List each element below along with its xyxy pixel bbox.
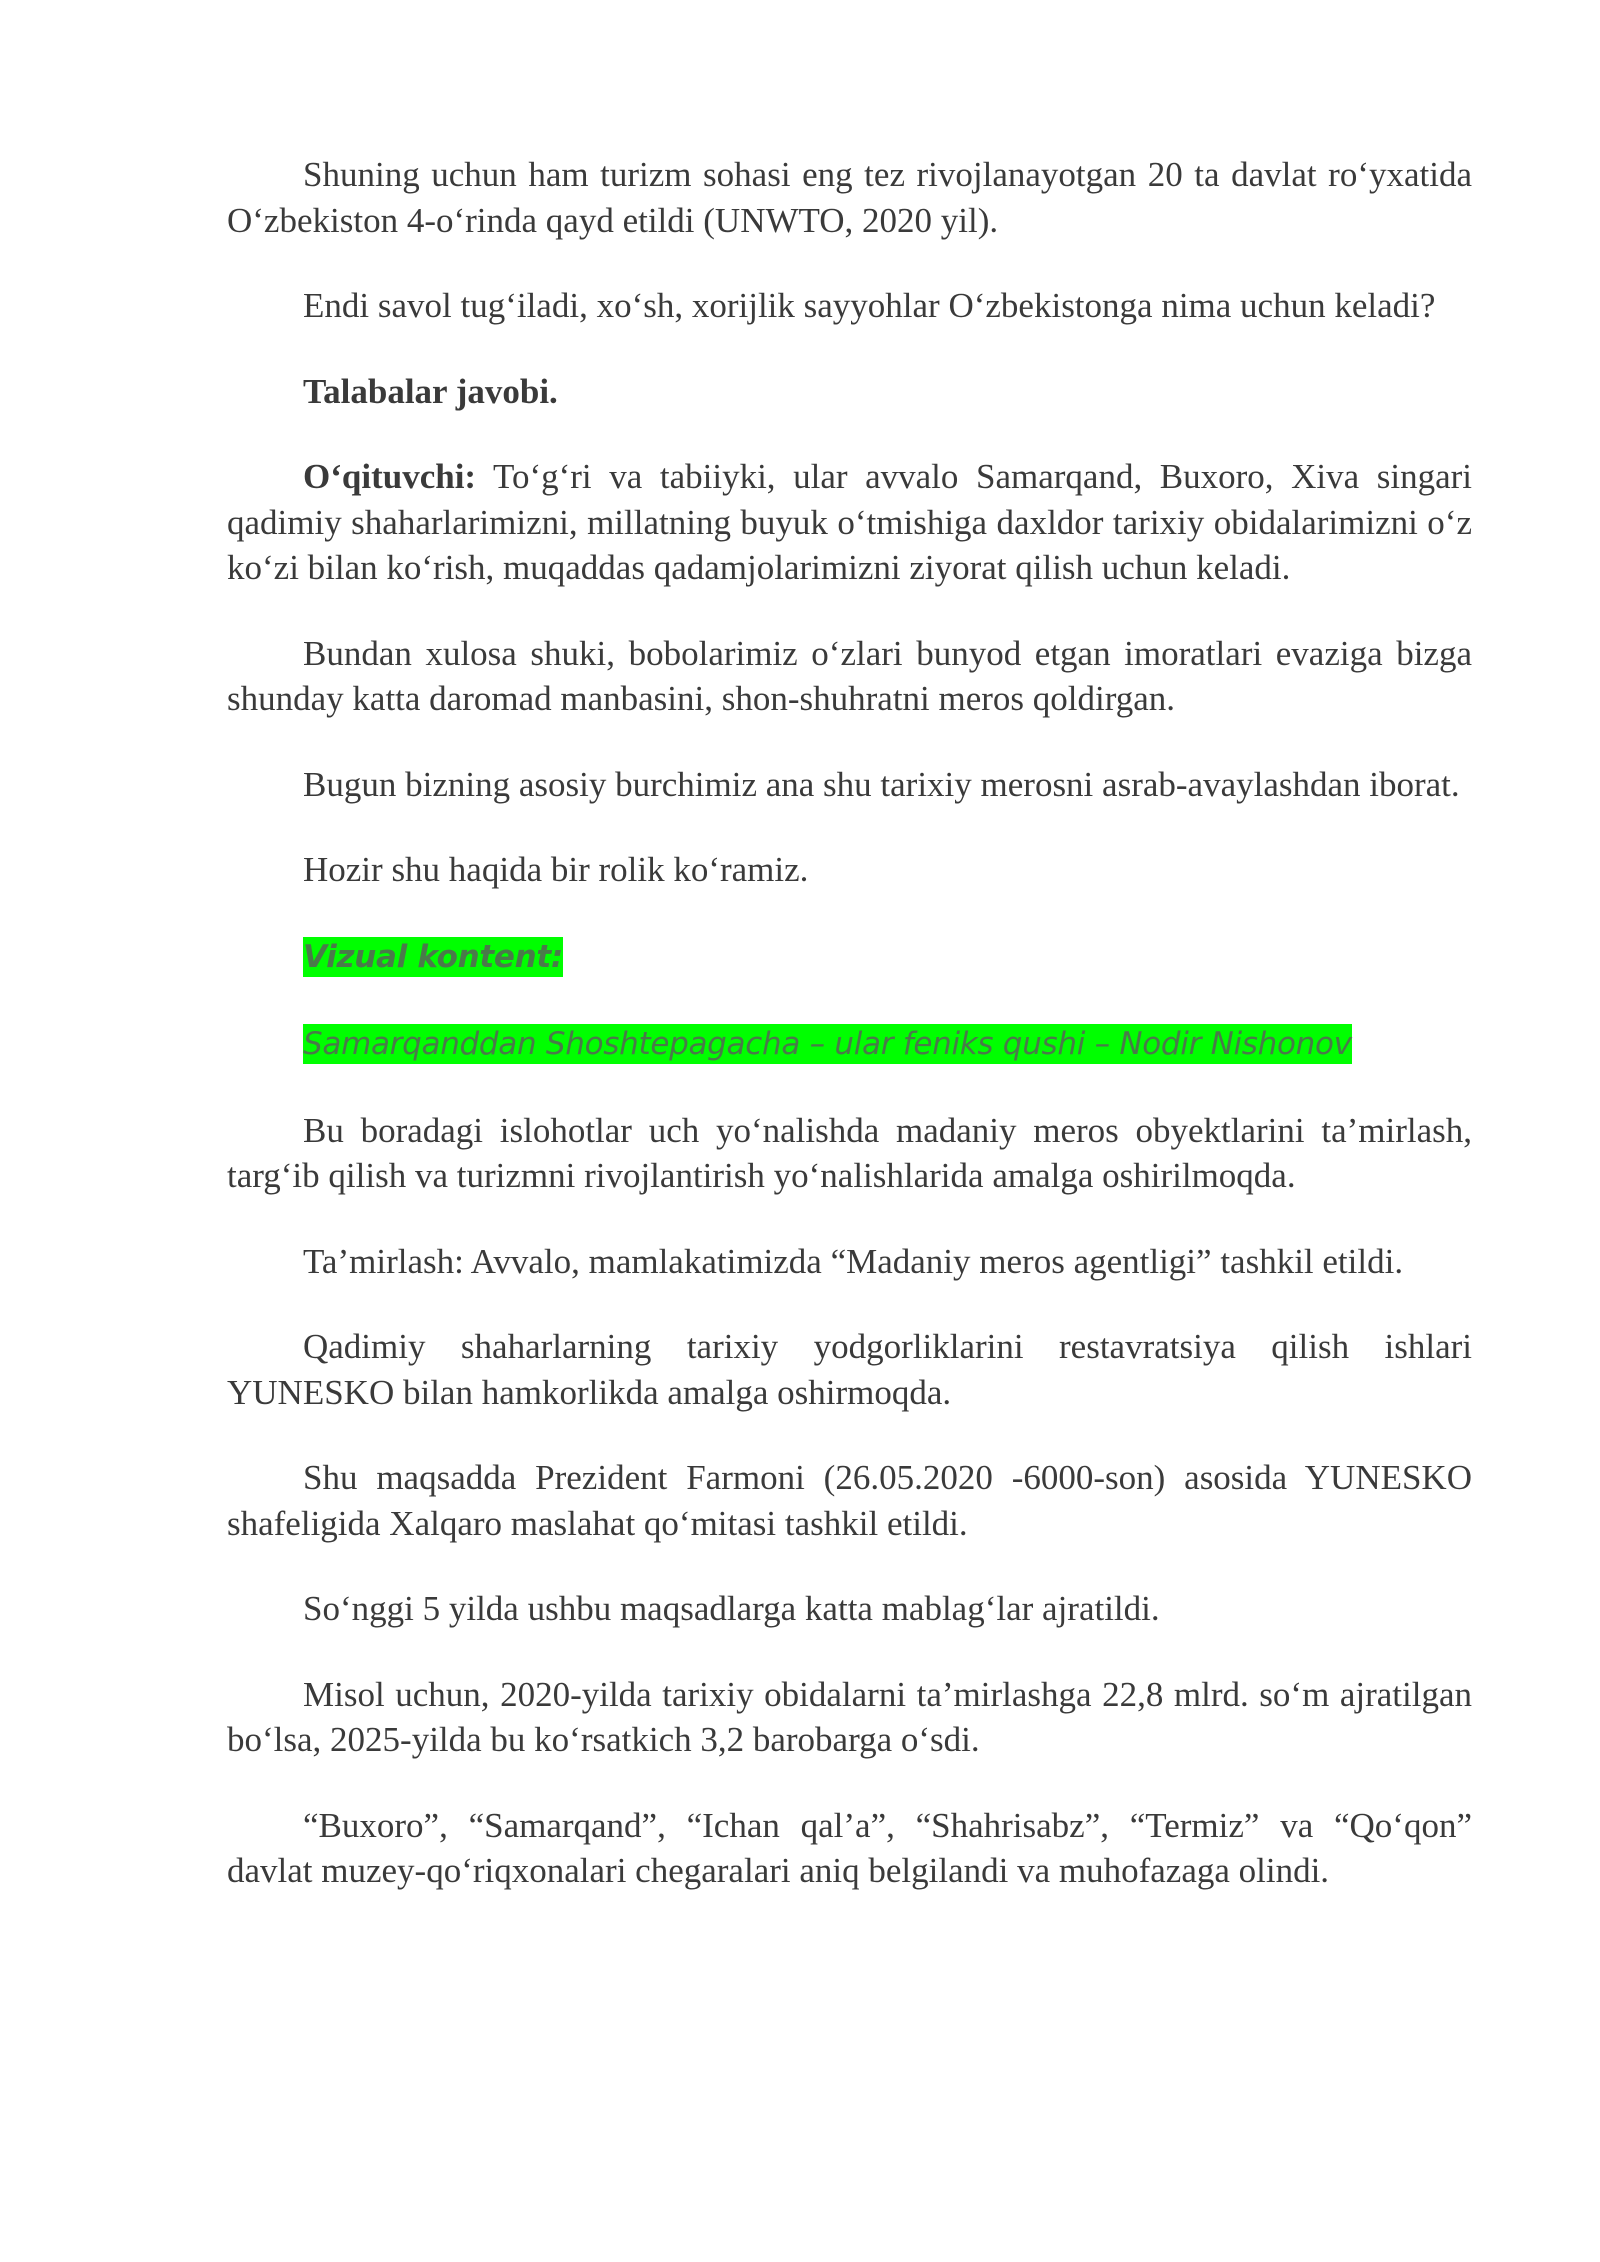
paragraph-funding — [227, 1586, 1472, 1632]
paragraph-text: Bu boradagi islohotlar uch yo‘nalishda madaniy meros obyektlarini ta’mirlash, targ‘ib qilish va turizmni rivojlantirish yo‘nalishlarida amalga oshirilmoqda. — [227, 1110, 1472, 1195]
paragraph-text: So‘nggi 5 yilda ushbu maqsadlarga katta mablag‘lar ajratildi. — [303, 1589, 1160, 1628]
students-answer-heading: Talabalar javobi. — [303, 371, 558, 411]
paragraph-text: Shuning uchun ham turizm sohasi eng tez rivojlanayotgan 20 ta davlat ro‘yxatida O‘zbekiston 4-o‘rinda qayd etildi (UNWTO, 2020 yil). — [227, 155, 1472, 240]
visual-content-label: Vizual kontent: — [303, 938, 564, 975]
teacher-label: O‘qituvchi: — [303, 457, 477, 496]
paragraph-text: Bugun bizning asosiy burchimiz ana shu tarixiy merosni asrab-avaylashdan iborat. — [303, 764, 1460, 804]
paragraph-text: “Buxoro”, “Samarqand”, “Ichan qal’a”, “Shahrisabz”, “Termiz” va “Qo‘qon” davlat muzey-qo‘riqxonalari chegaralari aniq belgilandi va muhofazaga olindi. — [227, 1805, 1472, 1890]
paragraph-text: Ta’mirlash: Avvalo, mamlakatimizda “Madaniy meros agentligi” tashkil etildi. — [303, 1241, 1404, 1281]
paragraph-duty — [227, 762, 1472, 808]
paragraph-conclusion — [227, 631, 1472, 722]
video-title: Samarqanddan Shoshtepagacha – ular feniks qushi – Nodir Nishonov — [303, 1026, 1352, 1062]
paragraph-text: Hozir shu haqida bir rolik ko‘ramiz. — [303, 850, 809, 889]
paragraph-unesco-cooperation — [227, 1324, 1472, 1415]
paragraph-video-title — [227, 1020, 1472, 1068]
paragraph-museum-reserves — [227, 1803, 1472, 1894]
paragraph-presidential-decree — [227, 1455, 1472, 1546]
paragraph-question — [227, 283, 1472, 329]
paragraph-teacher — [227, 454, 1472, 591]
paragraph-video-intro — [227, 847, 1472, 893]
paragraph-text: To‘g‘ri va tabiiyki, ular avvalo Samarqand, Buxoro, Xiva singari qadimiy shaharlarimizni, millatning buyuk o‘tmishiga daxldor tarixiy obidalarimizni o‘z ko‘zi bilan ko‘rish, muqaddas qadamjolarimizni ziyorat qilish uchun keladi. — [227, 457, 1472, 587]
paragraph-reforms — [227, 1108, 1472, 1199]
paragraph-students-answer — [227, 369, 1472, 415]
paragraph-visual-content — [227, 933, 1472, 981]
paragraph-tourism-ranking — [227, 152, 1472, 243]
document-page — [227, 152, 1472, 1894]
paragraph-funding-example — [227, 1672, 1472, 1763]
paragraph-text: Misol uchun, 2020-yilda tarixiy obidalarni ta’mirlashga 22,8 mlrd. so‘m ajratilgan bo‘lsa, 2025-yilda bu ko‘rsatkich 3,2 barobarga o‘sdi. — [227, 1674, 1472, 1759]
paragraph-text: Bundan xulosa shuki, bobolarimiz o‘zlari bunyod etgan imoratlari evaziga bizga shunday katta daromad manbasini, shon-shuhratni meros qoldirgan. — [227, 633, 1472, 718]
paragraph-restoration — [227, 1239, 1472, 1285]
paragraph-text: Qadimiy shaharlarning tarixiy yodgorliklarini restavratsiya qilish ishlari YUNESKO bilan hamkorlikda amalga oshirmoqda. — [227, 1327, 1472, 1412]
paragraph-text: Shu maqsadda Prezident Farmoni (26.05.2020 -6000-son) asosida YUNESKO shafeligida Xalqaro maslahat qo‘mitasi tashkil etildi. — [227, 1458, 1472, 1543]
paragraph-text: Endi savol tug‘iladi, xo‘sh, xorijlik sayyohlar O‘zbekistonga nima uchun keladi? — [303, 286, 1436, 325]
